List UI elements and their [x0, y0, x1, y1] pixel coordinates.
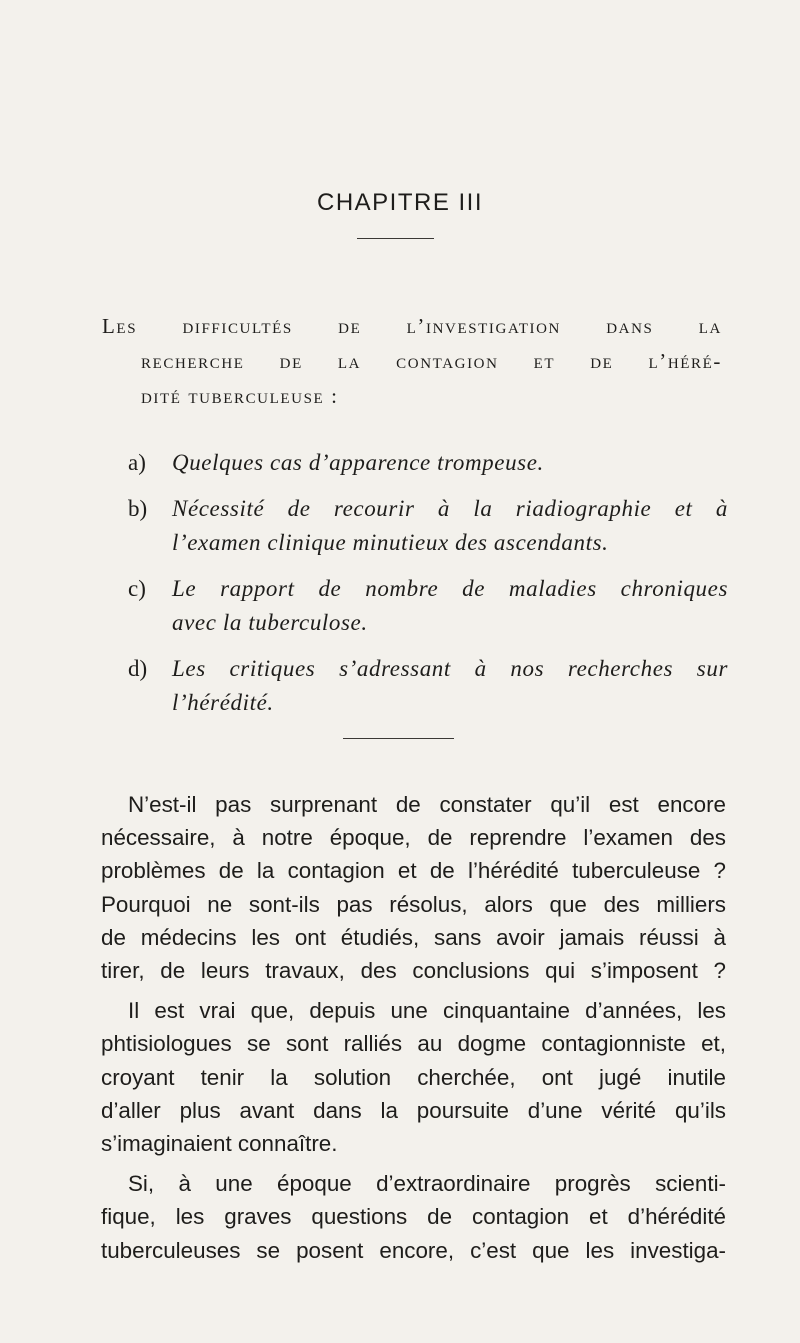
title-divider	[357, 238, 434, 239]
text-line: de médecins les ont étudiés, sans avoir jamais réussi à	[101, 924, 726, 950]
item-letter: c)	[128, 576, 146, 601]
text-line: Si, à une époque d’extraordinaire progrès scienti-	[128, 1171, 726, 1197]
text-line: Il est vrai que, depuis une cinquantaine d’années, les	[128, 998, 726, 1024]
text-line: d’aller plus avant dans la poursuite d’une vérité qu’ils	[101, 1097, 726, 1123]
summary-item-b	[128, 492, 728, 560]
text-line: problèmes de la contagion et de l’hérédité tuberculeuse ?	[101, 858, 726, 884]
item-letter: b)	[128, 496, 148, 521]
item-text	[172, 652, 728, 720]
text-line: tirer, de leurs travaux, des conclusions qui s’imposent ?	[101, 958, 726, 984]
text-line: N’est-il pas surprenant de constater qu’il est encore	[128, 792, 726, 817]
item-text-line: l’hérédité.	[172, 690, 274, 715]
item-text-line: Nécessité de recourir à la riadiographie et à	[172, 496, 728, 521]
item-text-line: Les critiques s’adressant à nos recherches sur	[172, 656, 728, 681]
text-line: phtisiologues se sont ralliés au dogme contagionniste et,	[101, 1031, 726, 1057]
body-text	[101, 788, 726, 1274]
item-text	[172, 572, 728, 640]
text-line: Pourquoi ne sont-ils pas résolus, alors que des milliers	[101, 891, 726, 917]
item-text	[172, 492, 728, 560]
item-text-line: Le rapport de nombre de maladies chroniques	[172, 576, 728, 601]
text-line: nécessaire, à notre époque, de reprendre l’examen des	[101, 825, 726, 851]
summary-item-d	[128, 652, 728, 720]
item-letter: a)	[128, 450, 146, 475]
item-text-line: Quelques cas d’apparence trompeuse.	[172, 450, 544, 475]
chapter-summary-heading	[102, 309, 722, 414]
item-text	[172, 446, 728, 480]
text-line: tuberculeuses se posent encore, c’est que les investiga-	[101, 1237, 726, 1263]
paragraph	[101, 788, 726, 987]
text-line: s’imaginaient connaître.	[101, 1131, 338, 1157]
item-letter: d)	[128, 656, 148, 681]
summary-item-list	[128, 446, 728, 732]
summary-heading-line: recherche de la contagion et de l’héré-	[141, 349, 722, 373]
paragraph	[101, 1167, 726, 1267]
summary-item-a	[128, 446, 728, 480]
chapter-title: CHAPITRE III	[316, 189, 484, 216]
section-divider	[343, 738, 454, 739]
item-text-line: l’examen clinique minutieux des ascendants.	[172, 530, 609, 555]
text-line: fique, les graves questions de contagion et d’hérédité	[101, 1204, 726, 1230]
summary-heading-line: Les difficultés de l’investigation dans la	[102, 314, 722, 338]
summary-heading-line: dité tuberculeuse :	[141, 384, 339, 408]
paragraph	[101, 994, 726, 1160]
text-line: croyant tenir la solution cherchée, ont jugé inutile	[101, 1064, 726, 1090]
summary-item-c	[128, 572, 728, 640]
item-text-line: avec la tuberculose.	[172, 610, 368, 635]
